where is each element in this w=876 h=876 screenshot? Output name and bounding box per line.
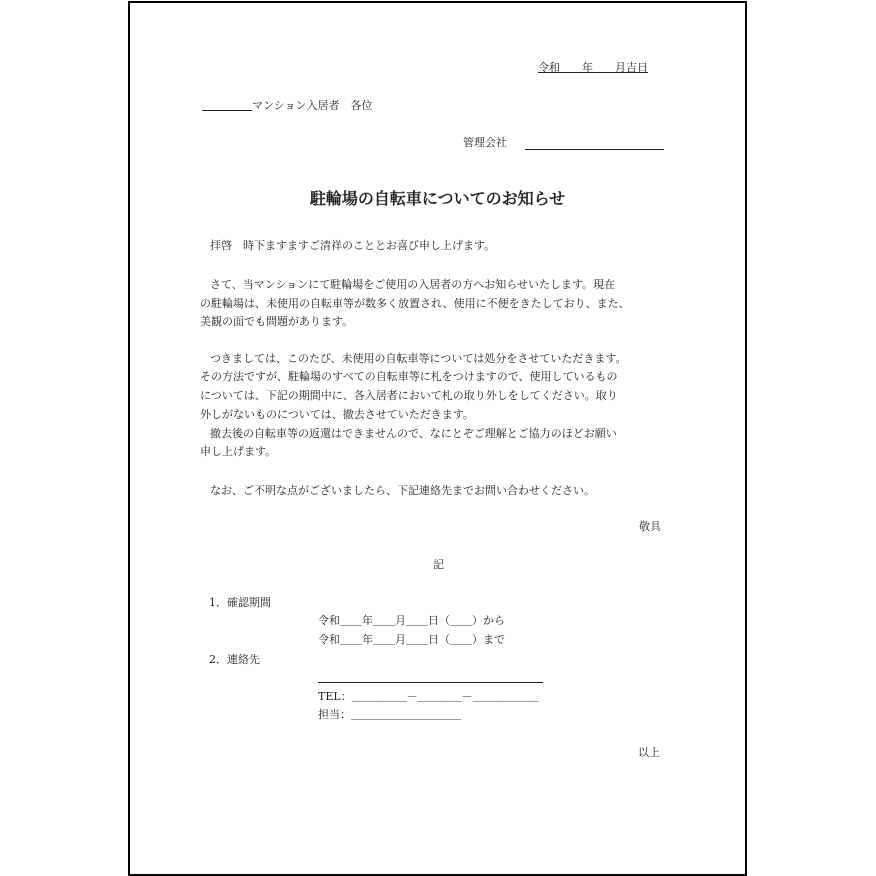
paragraph-1-line-1: さて、当マンションにて駐輪場をご使用の入居者の方へお知らせいたします。現在 [210, 278, 616, 291]
document-page [128, 1, 747, 876]
period-from-line: 令和＿＿年＿＿月＿＿日（＿＿）から [318, 614, 505, 627]
paragraph-2-line-1: つきましては、このたび、未使用の自転車等については処分をさせていただきます。 [210, 352, 627, 365]
paragraph-2-line-4: 外しがないものについては、撤去させていただきます。 [200, 408, 474, 421]
person-in-charge-line: 担当：＿＿＿＿＿＿＿＿＿＿ [318, 708, 461, 721]
sender-label: 管理会社 [463, 136, 507, 149]
item-2-label: 2．連絡先 [209, 653, 260, 666]
item-1-label: 1．確認期間 [209, 596, 271, 609]
contact-address-blank [318, 682, 543, 683]
greeting: 拝啓 時下ますますご清祥のこととお喜び申し上げます。 [210, 239, 496, 252]
notes-heading: 記 [433, 558, 444, 571]
addressee: マンション入居者 各位 [252, 99, 373, 112]
tel-line: TEL：＿＿＿＿＿－＿＿＿＿－＿＿＿＿＿＿ [318, 690, 539, 703]
paragraph-2-line-6: 申し上げます。 [200, 445, 277, 458]
period-to-line: 令和＿＿年＿＿月＿＿日（＿＿）まで [318, 633, 505, 646]
management-company-blank [525, 149, 664, 150]
building-name-blank [202, 110, 252, 111]
date-line: 令和 年 月吉日 [538, 61, 648, 74]
paragraph-3: なお、ご不明な点がございましたら、下記連絡先までお問い合わせください。 [210, 484, 595, 497]
paragraph-2-line-3: については、下記の期間中に、各入居者において札の取り外しをしてください。取り [200, 389, 618, 402]
paragraph-2-line-5: 撤去後の自転車等の返還はできませんので、なにとぞご理解とご協力のほどお願い [210, 427, 617, 440]
paragraph-1-line-2: の駐輪場は、未使用の自転車等が数多く放置され、使用に不便をきたしており、また、 [200, 297, 630, 310]
end-mark: 以上 [638, 746, 660, 759]
document-title: 駐輪場の自転車についてのお知らせ [309, 189, 566, 208]
paragraph-1-line-3: 美観の面でも問題があります。 [200, 315, 354, 328]
paragraph-2-line-2: その方法ですが、駐輪場のすべての自転車等に札をつけますので、使用しているもの [200, 370, 618, 383]
closing-keigu: 敬具 [639, 520, 661, 533]
